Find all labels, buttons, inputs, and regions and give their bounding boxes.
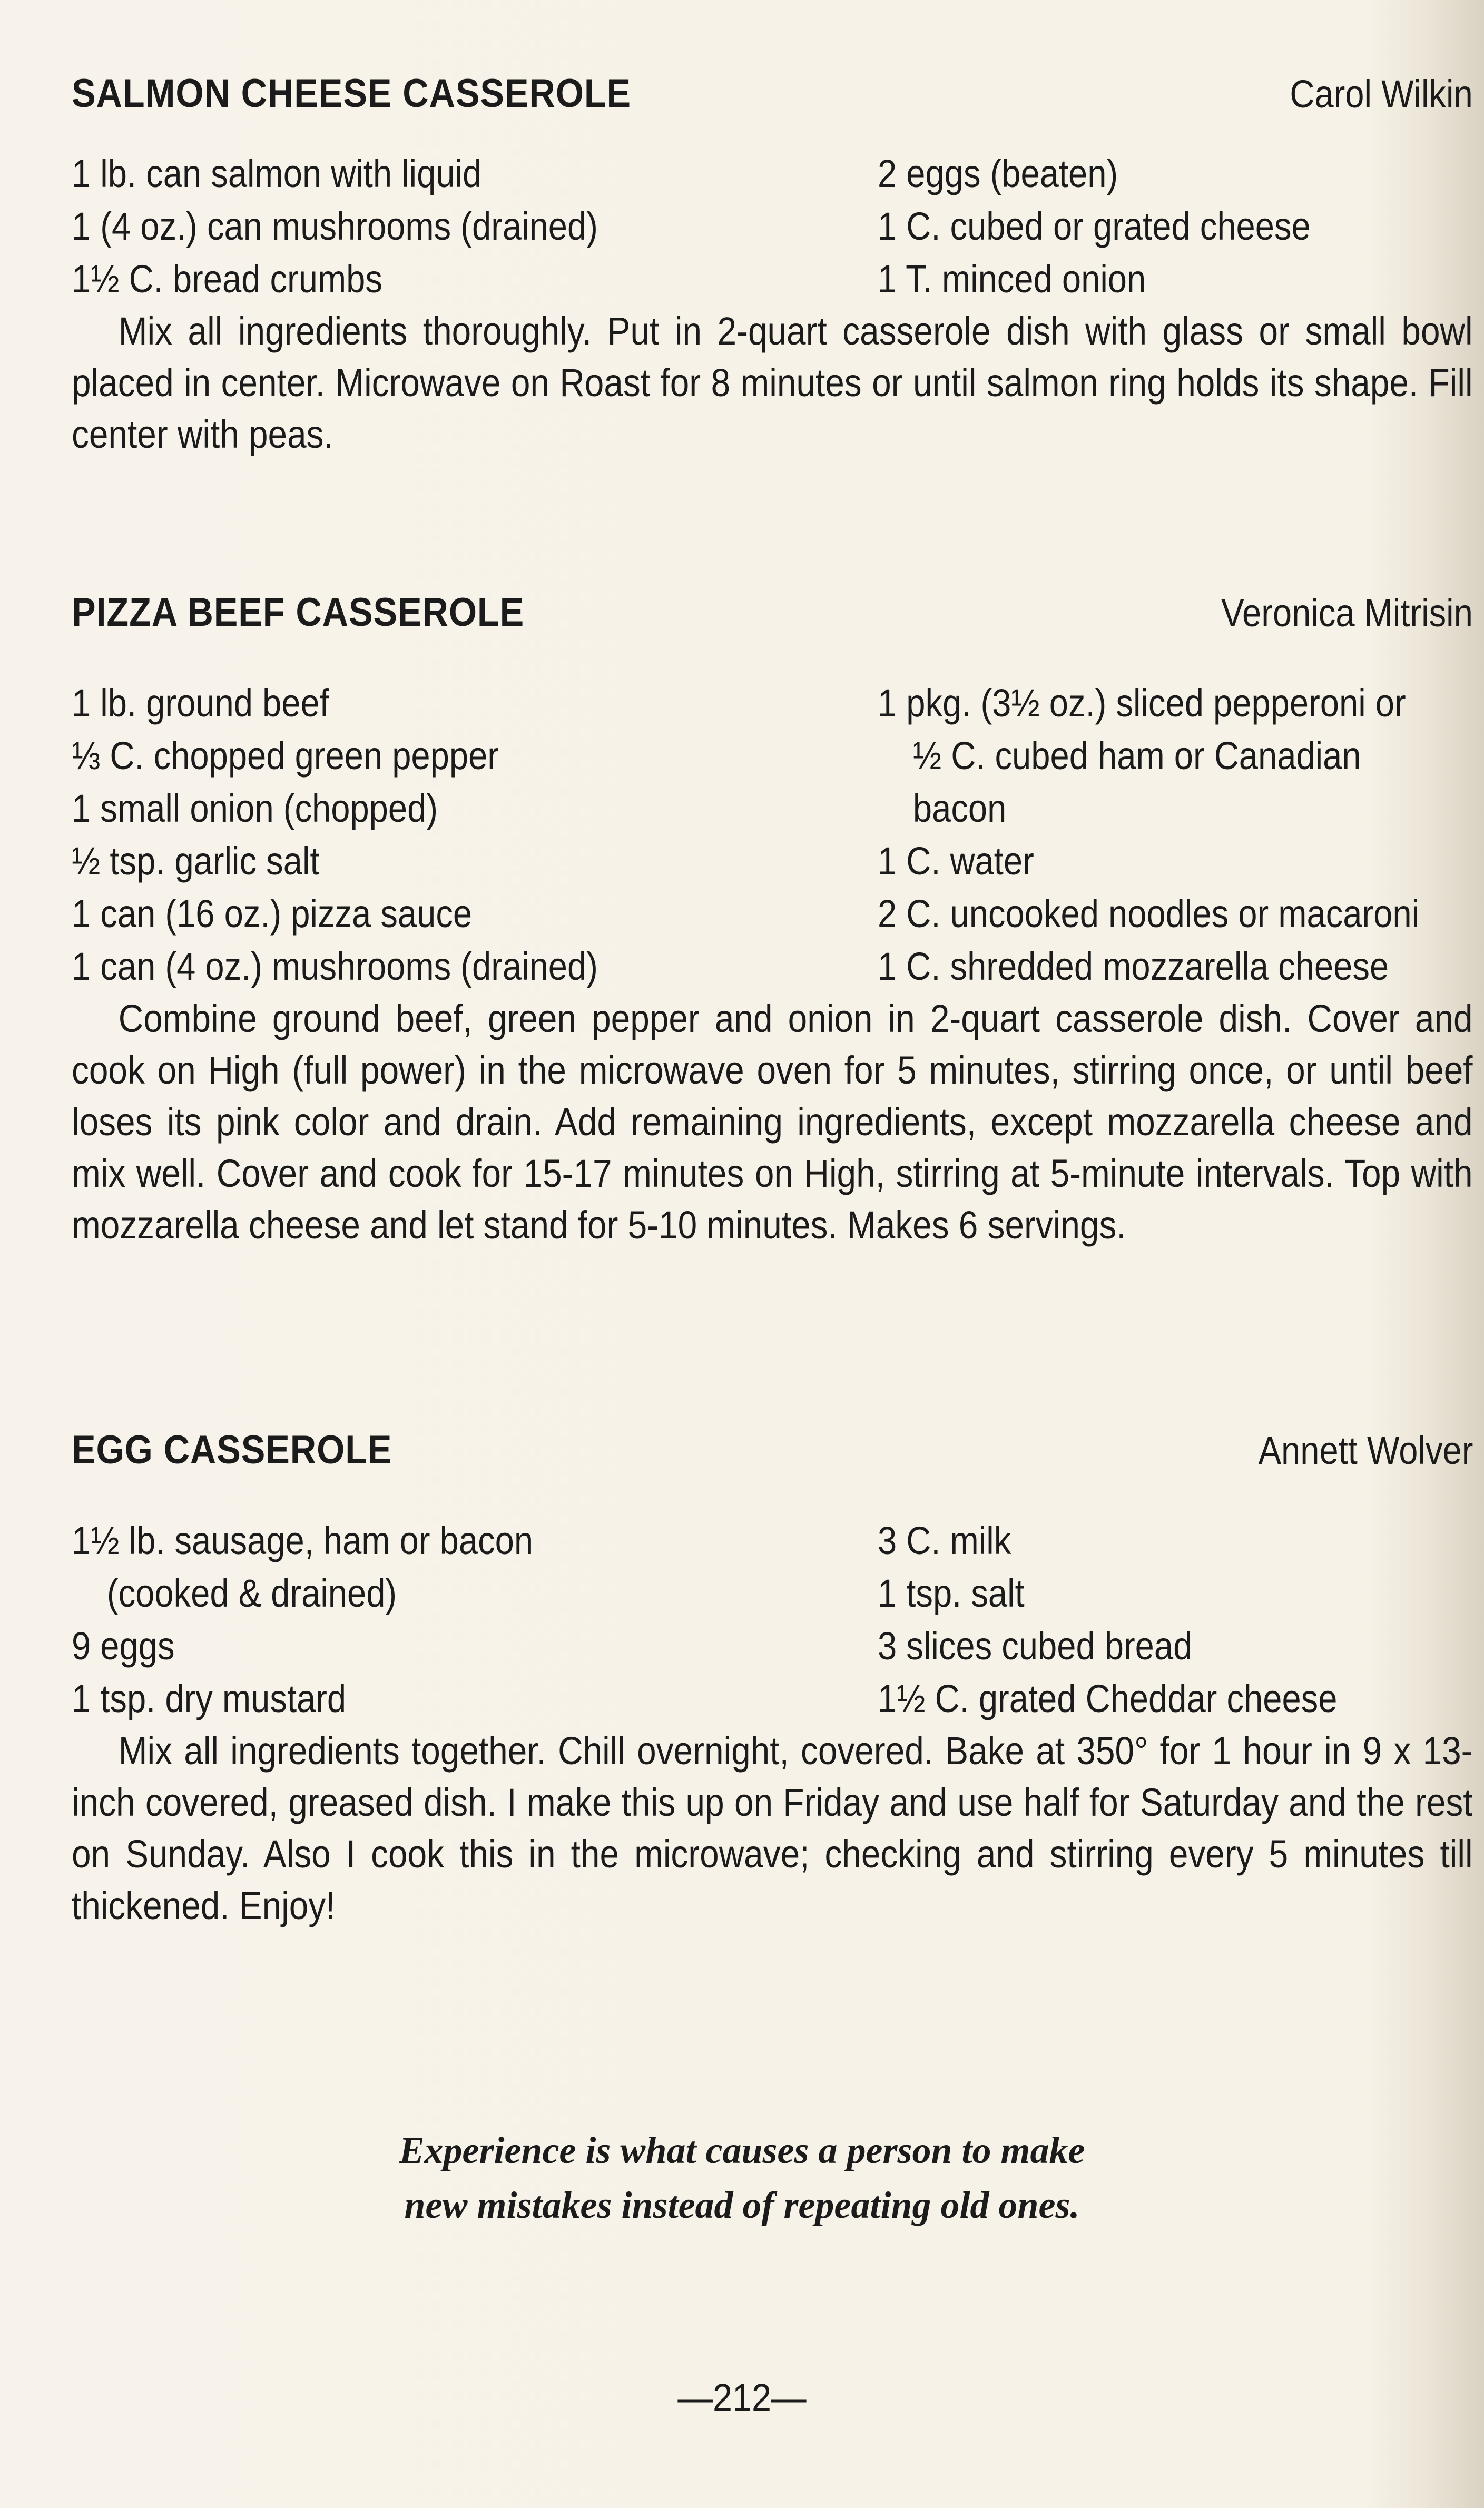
ingredient-item: 1 pkg. (3½ oz.) sliced pepperoni or — [878, 681, 1406, 725]
ingredient-item: 1½ lb. sausage, ham or bacon — [72, 1519, 534, 1562]
page-number: —212— — [677, 2376, 807, 2420]
ingredient-item: 1 can (4 oz.) mushrooms (drained) — [72, 945, 598, 988]
ingredient-item: 1 small onion (chopped) — [72, 786, 438, 830]
ingredient-item: 1 C. shredded mozzarella cheese — [878, 945, 1389, 988]
ingredient-item: bacon — [912, 786, 1007, 830]
recipe-author: Annett Wolver — [1258, 1429, 1473, 1472]
ingredient-item: (cooked & drained) — [106, 1571, 397, 1615]
ingredient-column-right — [878, 1514, 1473, 1725]
ingredient-column-left — [72, 147, 878, 306]
ingredient-item: 2 eggs (beaten) — [878, 152, 1118, 195]
ingredient-item: 1 T. minced onion — [878, 257, 1146, 301]
ingredient-item: 1 lb. can salmon with liquid — [72, 152, 482, 195]
ingredient-item: 1 can (16 oz.) pizza sauce — [72, 892, 473, 936]
ingredient-item: 1½ C. grated Cheddar cheese — [878, 1677, 1338, 1720]
ingredient-item: 1 C. water — [878, 839, 1034, 883]
recipe-header — [72, 71, 1473, 126]
ingredient-column-left — [72, 677, 878, 993]
ingredient-column-right — [878, 677, 1473, 993]
recipe-egg-casserole — [72, 1430, 1473, 1932]
quote — [0, 2123, 1484, 2232]
recipe-title: EGG CASSEROLE — [72, 1428, 392, 1472]
ingredient-item: ½ C. cubed ham or Canadian — [912, 734, 1361, 778]
ingredient-item: 1 (4 oz.) can mushrooms (drained) — [72, 204, 598, 248]
ingredient-item: 1 tsp. salt — [878, 1571, 1025, 1615]
ingredient-column-right — [878, 147, 1473, 306]
recipe-pizza-beef-casserole — [72, 590, 1473, 1251]
ingredient-item: 1 C. cubed or grated cheese — [878, 204, 1311, 248]
ingredient-item: 3 slices cubed bread — [878, 1624, 1193, 1668]
recipe-header — [72, 1430, 1473, 1483]
recipe-title: SALMON CHEESE CASSEROLE — [72, 71, 632, 116]
ingredient-item: 1 lb. ground beef — [72, 681, 329, 725]
ingredient-item: 1 tsp. dry mustard — [72, 1677, 347, 1720]
ingredient-item: ⅓ C. chopped green pepper — [72, 734, 499, 778]
ingredient-item: 3 C. milk — [878, 1519, 1011, 1562]
ingredient-item: 1½ C. bread crumbs — [72, 257, 382, 301]
recipe-directions: Combine ground beef, green pepper and onion in 2-quart casserole dish. Cover and cook on High (full power) in the microwave oven for 5 minutes, stirring once, or until beef loses its pink color and drain. Add remaining ingredients, except mozzarella cheese and mix well. Cover and cook for 15-17 minutes on High, stirring at 5-minute intervals. Top with mozzarella cheese and let stand for 5-10 minutes. Makes 6 servings. — [72, 997, 1473, 1247]
recipe-salmon-cheese-casserole — [72, 71, 1473, 460]
ingredient-item: ½ tsp. garlic salt — [72, 839, 320, 883]
ingredient-item: 9 eggs — [72, 1624, 175, 1668]
ingredient-column-left — [72, 1514, 878, 1725]
ingredient-item: 2 C. uncooked noodles or macaroni — [878, 892, 1420, 936]
quote-line: Experience is what causes a person to make — [399, 2129, 1085, 2171]
recipe-header — [72, 590, 1473, 645]
ingredient-list — [72, 1514, 1473, 1725]
recipe-title: PIZZA BEEF CASSEROLE — [72, 590, 525, 635]
recipe-directions: Mix all ingredients together. Chill overnight, covered. Bake at 350° for 1 hour in 9 x 13-inch covered, greased dish. I make this up on Friday and use half for Saturday and the rest on Sunday. Also I cook this in the microwave; checking and stirring every 5 minutes till thickened. Enjoy! — [72, 1729, 1473, 1927]
recipe-directions: Mix all ingredients thoroughly. Put in 2-quart casserole dish with glass or small bowl placed in center. Microwave on Roast for 8 minutes or until salmon ring holds its shape. Fill center with peas. — [72, 309, 1473, 456]
ingredient-list — [72, 677, 1473, 993]
recipe-author: Carol Wilkin — [1290, 72, 1473, 116]
recipe-author: Veronica Mitrisin — [1221, 591, 1473, 635]
ingredient-list — [72, 147, 1473, 306]
quote-line: new mistakes instead of repeating old ones. — [404, 2184, 1080, 2226]
